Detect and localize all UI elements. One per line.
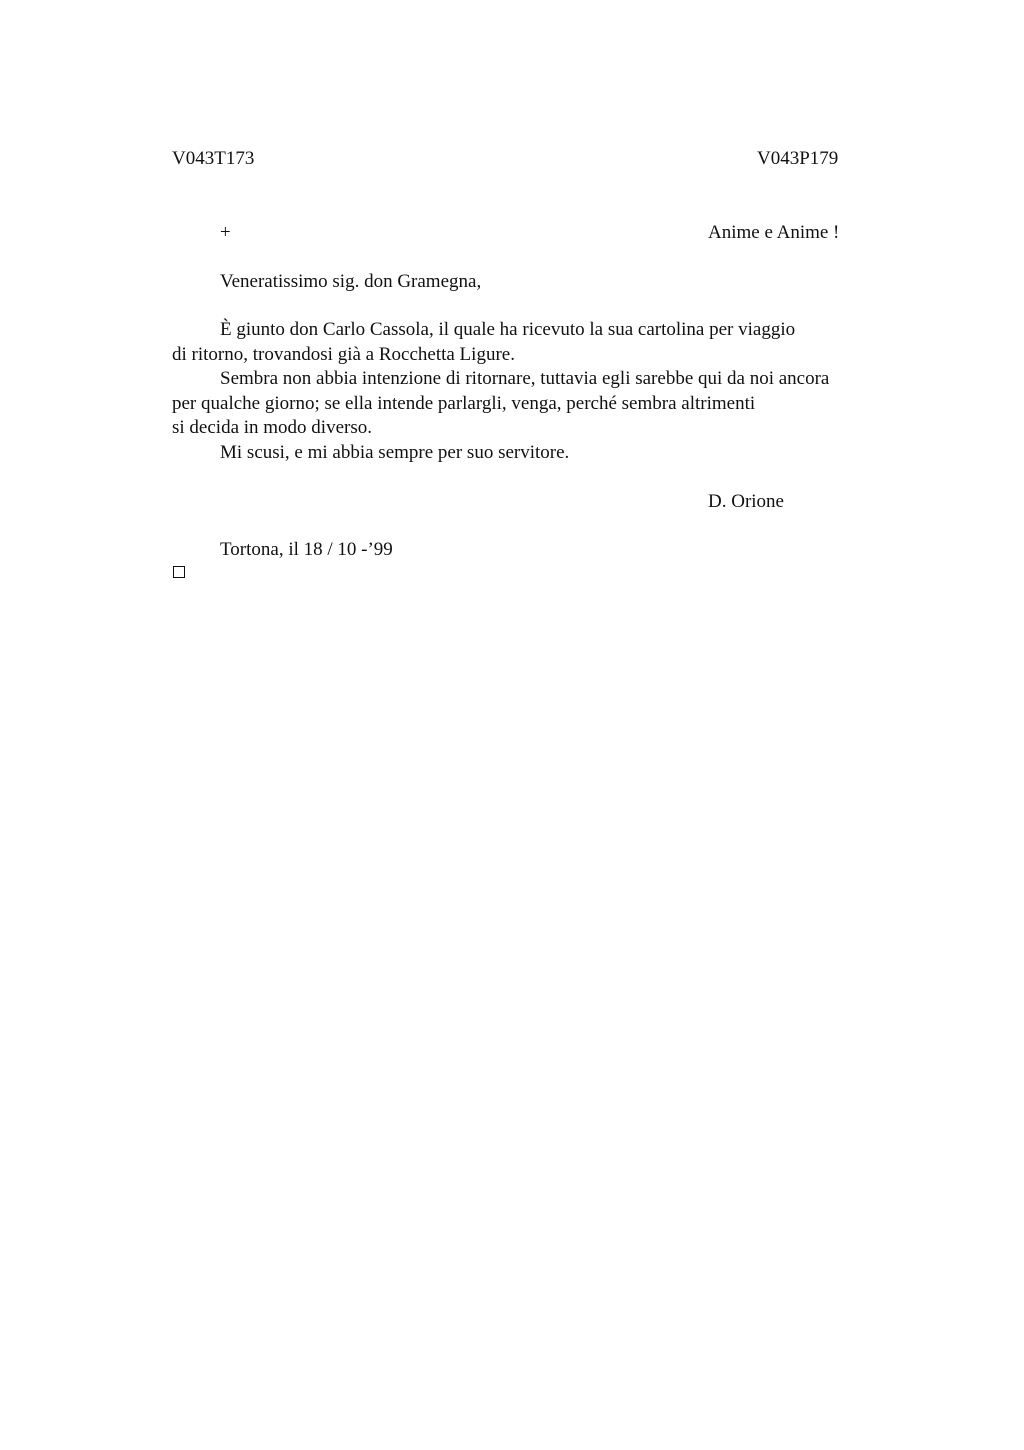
letter-signature: D. Orione — [708, 491, 784, 512]
body-line: Sembra non abbia intenzione di ritornare, tuttavia egli sarebbe qui da noi ancora — [220, 368, 830, 389]
body-line: Mi scusi, e mi abbia sempre per suo servitore. — [220, 441, 570, 463]
body-line: per qualche giorno; se ella intende parlargli, venga, perché sembra altrimenti — [172, 392, 756, 414]
letter-motto: Anime e Anime ! — [708, 222, 840, 243]
body-line: È giunto don Carlo Cassola, il quale ha ricevuto la sua cartolina per viaggio — [220, 319, 796, 340]
document-reference-left: V043T173 — [172, 148, 255, 169]
letter-body — [172, 318, 892, 465]
body-line: di ritorno, trovandosi già a Rocchetta Ligure. — [172, 343, 515, 365]
letter-dateline: Tortona, il 18 / 10 -’99 — [220, 539, 393, 560]
document-reference-right: V043P179 — [757, 148, 839, 169]
cross-symbol: + — [220, 222, 231, 243]
letter-salutation: Veneratissimo sig. don Gramegna, — [220, 271, 482, 292]
body-line: si decida in modo diverso. — [172, 417, 372, 438]
square-outline-icon — [173, 566, 185, 578]
